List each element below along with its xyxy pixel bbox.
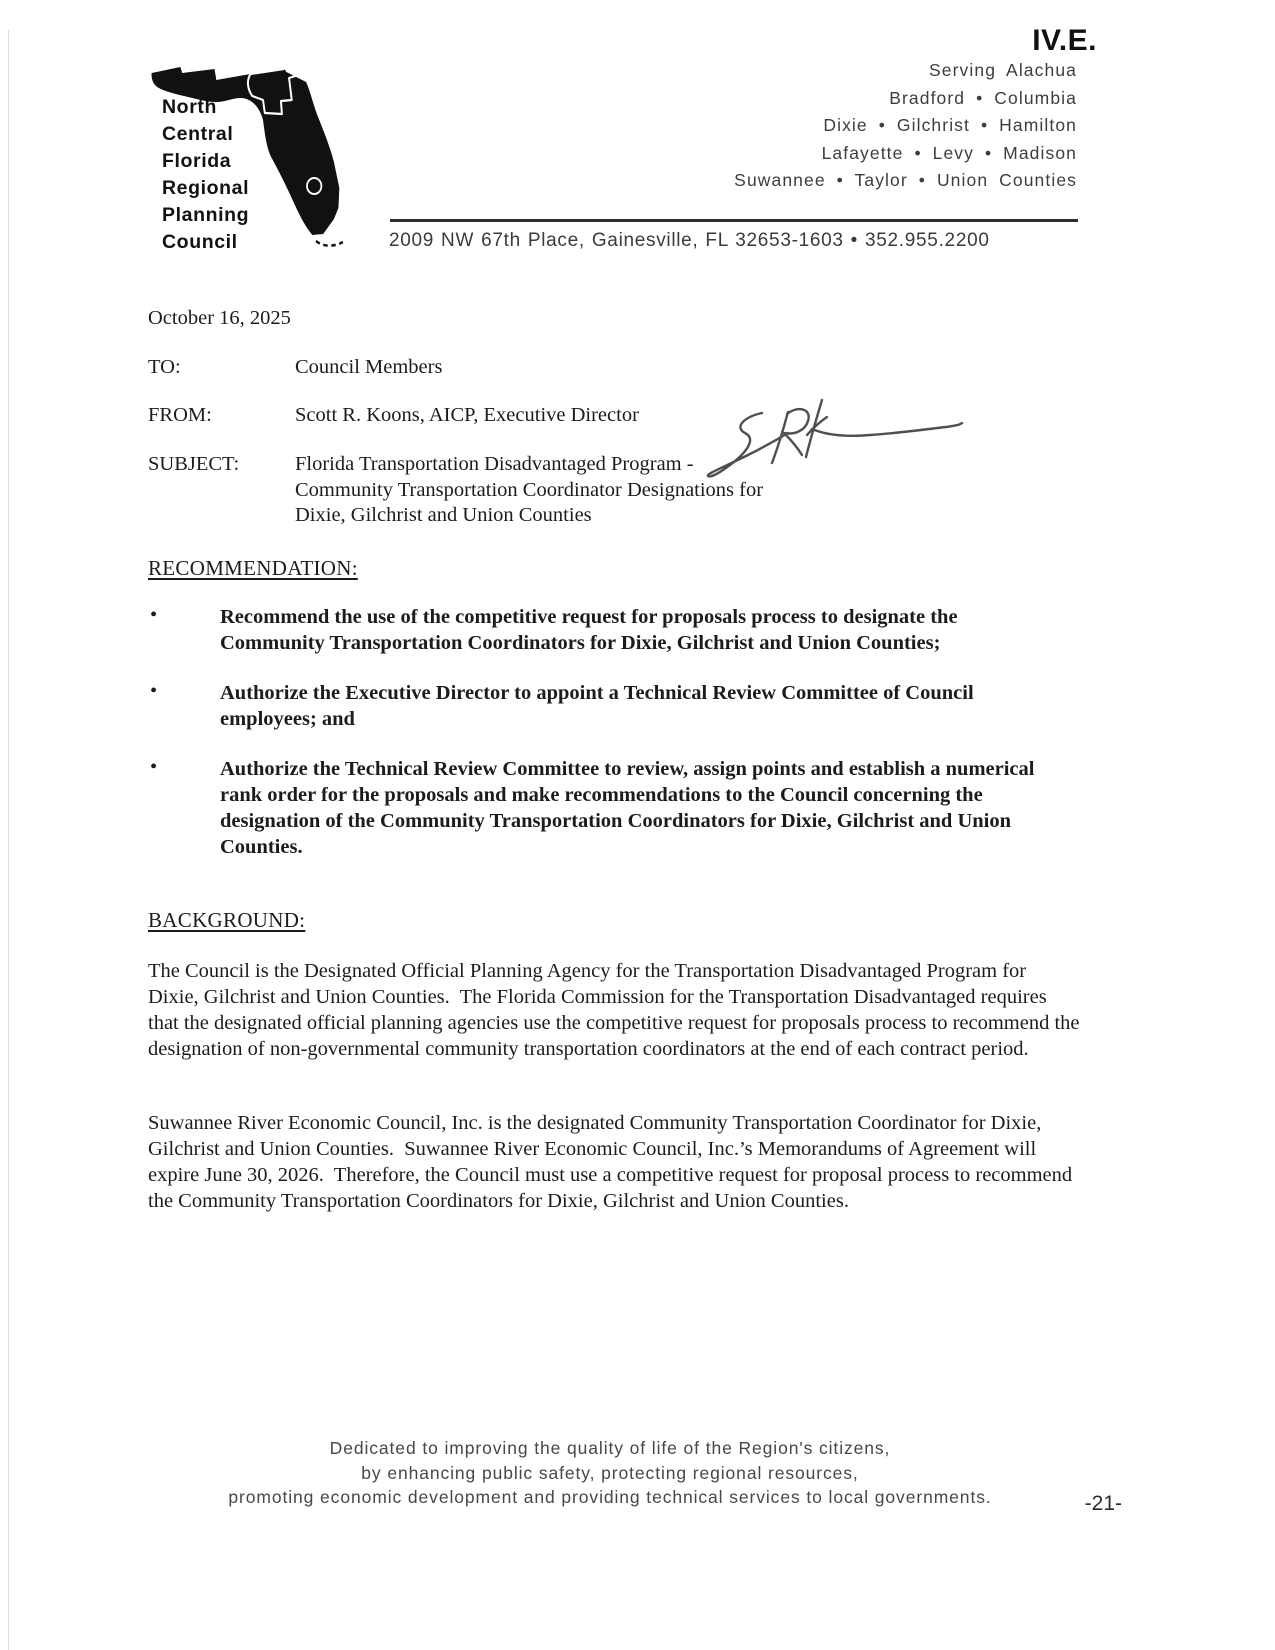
- serving-line: Serving Alachua: [929, 60, 1077, 80]
- org-logo: [145, 53, 357, 267]
- memo-date: October 16, 2025: [148, 307, 291, 329]
- letterhead-rule: [390, 219, 1078, 222]
- org-name-line: North: [162, 96, 217, 118]
- recommendation-bullet: Authorize the Technical Review Committee to review, assign points and establish a numerical rank order for the proposals and make recommendations to the Council concerning the designation of the Community Transportation Coordinators for Dixie, Gilchrist and Union Counties.: [220, 758, 1035, 858]
- subject-line: Community Transportation Coordinator Designations for: [295, 478, 764, 501]
- to-label: TO:: [148, 356, 181, 378]
- serving-line: Dixie • Gilchrist • Hamilton: [823, 115, 1077, 135]
- subject-value: [295, 452, 763, 529]
- org-name-line: Florida: [162, 150, 232, 172]
- org-name: [162, 94, 249, 256]
- page-number: -21-: [1084, 1492, 1122, 1515]
- subject-label: SUBJECT:: [148, 453, 240, 475]
- org-name-line: Regional: [162, 177, 250, 199]
- org-name-line: Council: [162, 231, 238, 253]
- recommendation-heading: RECOMMENDATION:: [148, 556, 358, 580]
- footer-motto: [145, 1436, 1075, 1510]
- subject-line: Dixie, Gilchrist and Union Counties: [295, 504, 592, 526]
- scan-edge-artifact: [8, 30, 9, 1650]
- agenda-item-code: IV.E.: [1032, 24, 1097, 57]
- recommendation-bullet: Authorize the Executive Director to appoint a Technical Review Committee of Council employees; and: [220, 682, 974, 730]
- bullet-marker: •: [150, 680, 158, 702]
- org-name-line: Planning: [162, 204, 250, 226]
- from-label: FROM:: [148, 404, 212, 426]
- bullet-marker: •: [150, 604, 158, 626]
- serving-line: Suwannee • Taylor • Union Counties: [734, 170, 1077, 190]
- serving-line: Lafayette • Levy • Madison: [821, 142, 1077, 163]
- motto-line: Dedicated to improving the quality of life of the Region's citizens,: [329, 1438, 891, 1458]
- to-value: Council Members: [295, 356, 443, 378]
- org-name-line: Central: [162, 123, 234, 145]
- bullet-marker: •: [150, 756, 158, 778]
- background-paragraph: Suwannee River Economic Council, Inc. is the designated Community Transportation Coordinator for Dixie, Gilchrist and Union Counties. Suwannee River Economic Council, Inc.’s Memorandums of Agreement will expire June 30, 2026. Therefore, the Council must use a competitive request for proposal process to recommend the Community Transportation Coordinators for Dixie, Gilchrist and Union Counties.: [148, 1112, 1073, 1212]
- serving-counties: [734, 57, 1077, 195]
- serving-line: Bradford • Columbia: [889, 87, 1077, 108]
- subject-line: Florida Transportation Disadvantaged Program -: [295, 453, 694, 475]
- recommendation-bullet: Recommend the use of the competitive request for proposals process to designate the Community Transportation Coordinators for Dixie, Gilchrist and Union Counties;: [220, 606, 958, 654]
- background-paragraph: The Council is the Designated Official Planning Agency for the Transportation Disadvantaged Program for Dixie, Gilchrist and Union Counties. The Florida Commission for the Transportation Disadvantaged requires that the designated official planning agencies use the competitive request for proposals process to recommend the designation of non-governmental community transportation coordinators at the end of each contract period.: [148, 960, 1080, 1060]
- motto-line: by enhancing public safety, protecting regional resources,: [361, 1462, 859, 1483]
- org-address: 2009 NW 67th Place, Gainesville, FL 32653-1603 • 352.955.2200: [389, 230, 990, 251]
- background-heading: BACKGROUND:: [148, 908, 306, 932]
- from-value: Scott R. Koons, AICP, Executive Director: [295, 404, 639, 426]
- motto-line: promoting economic development and providing technical services to local governments.: [228, 1487, 992, 1507]
